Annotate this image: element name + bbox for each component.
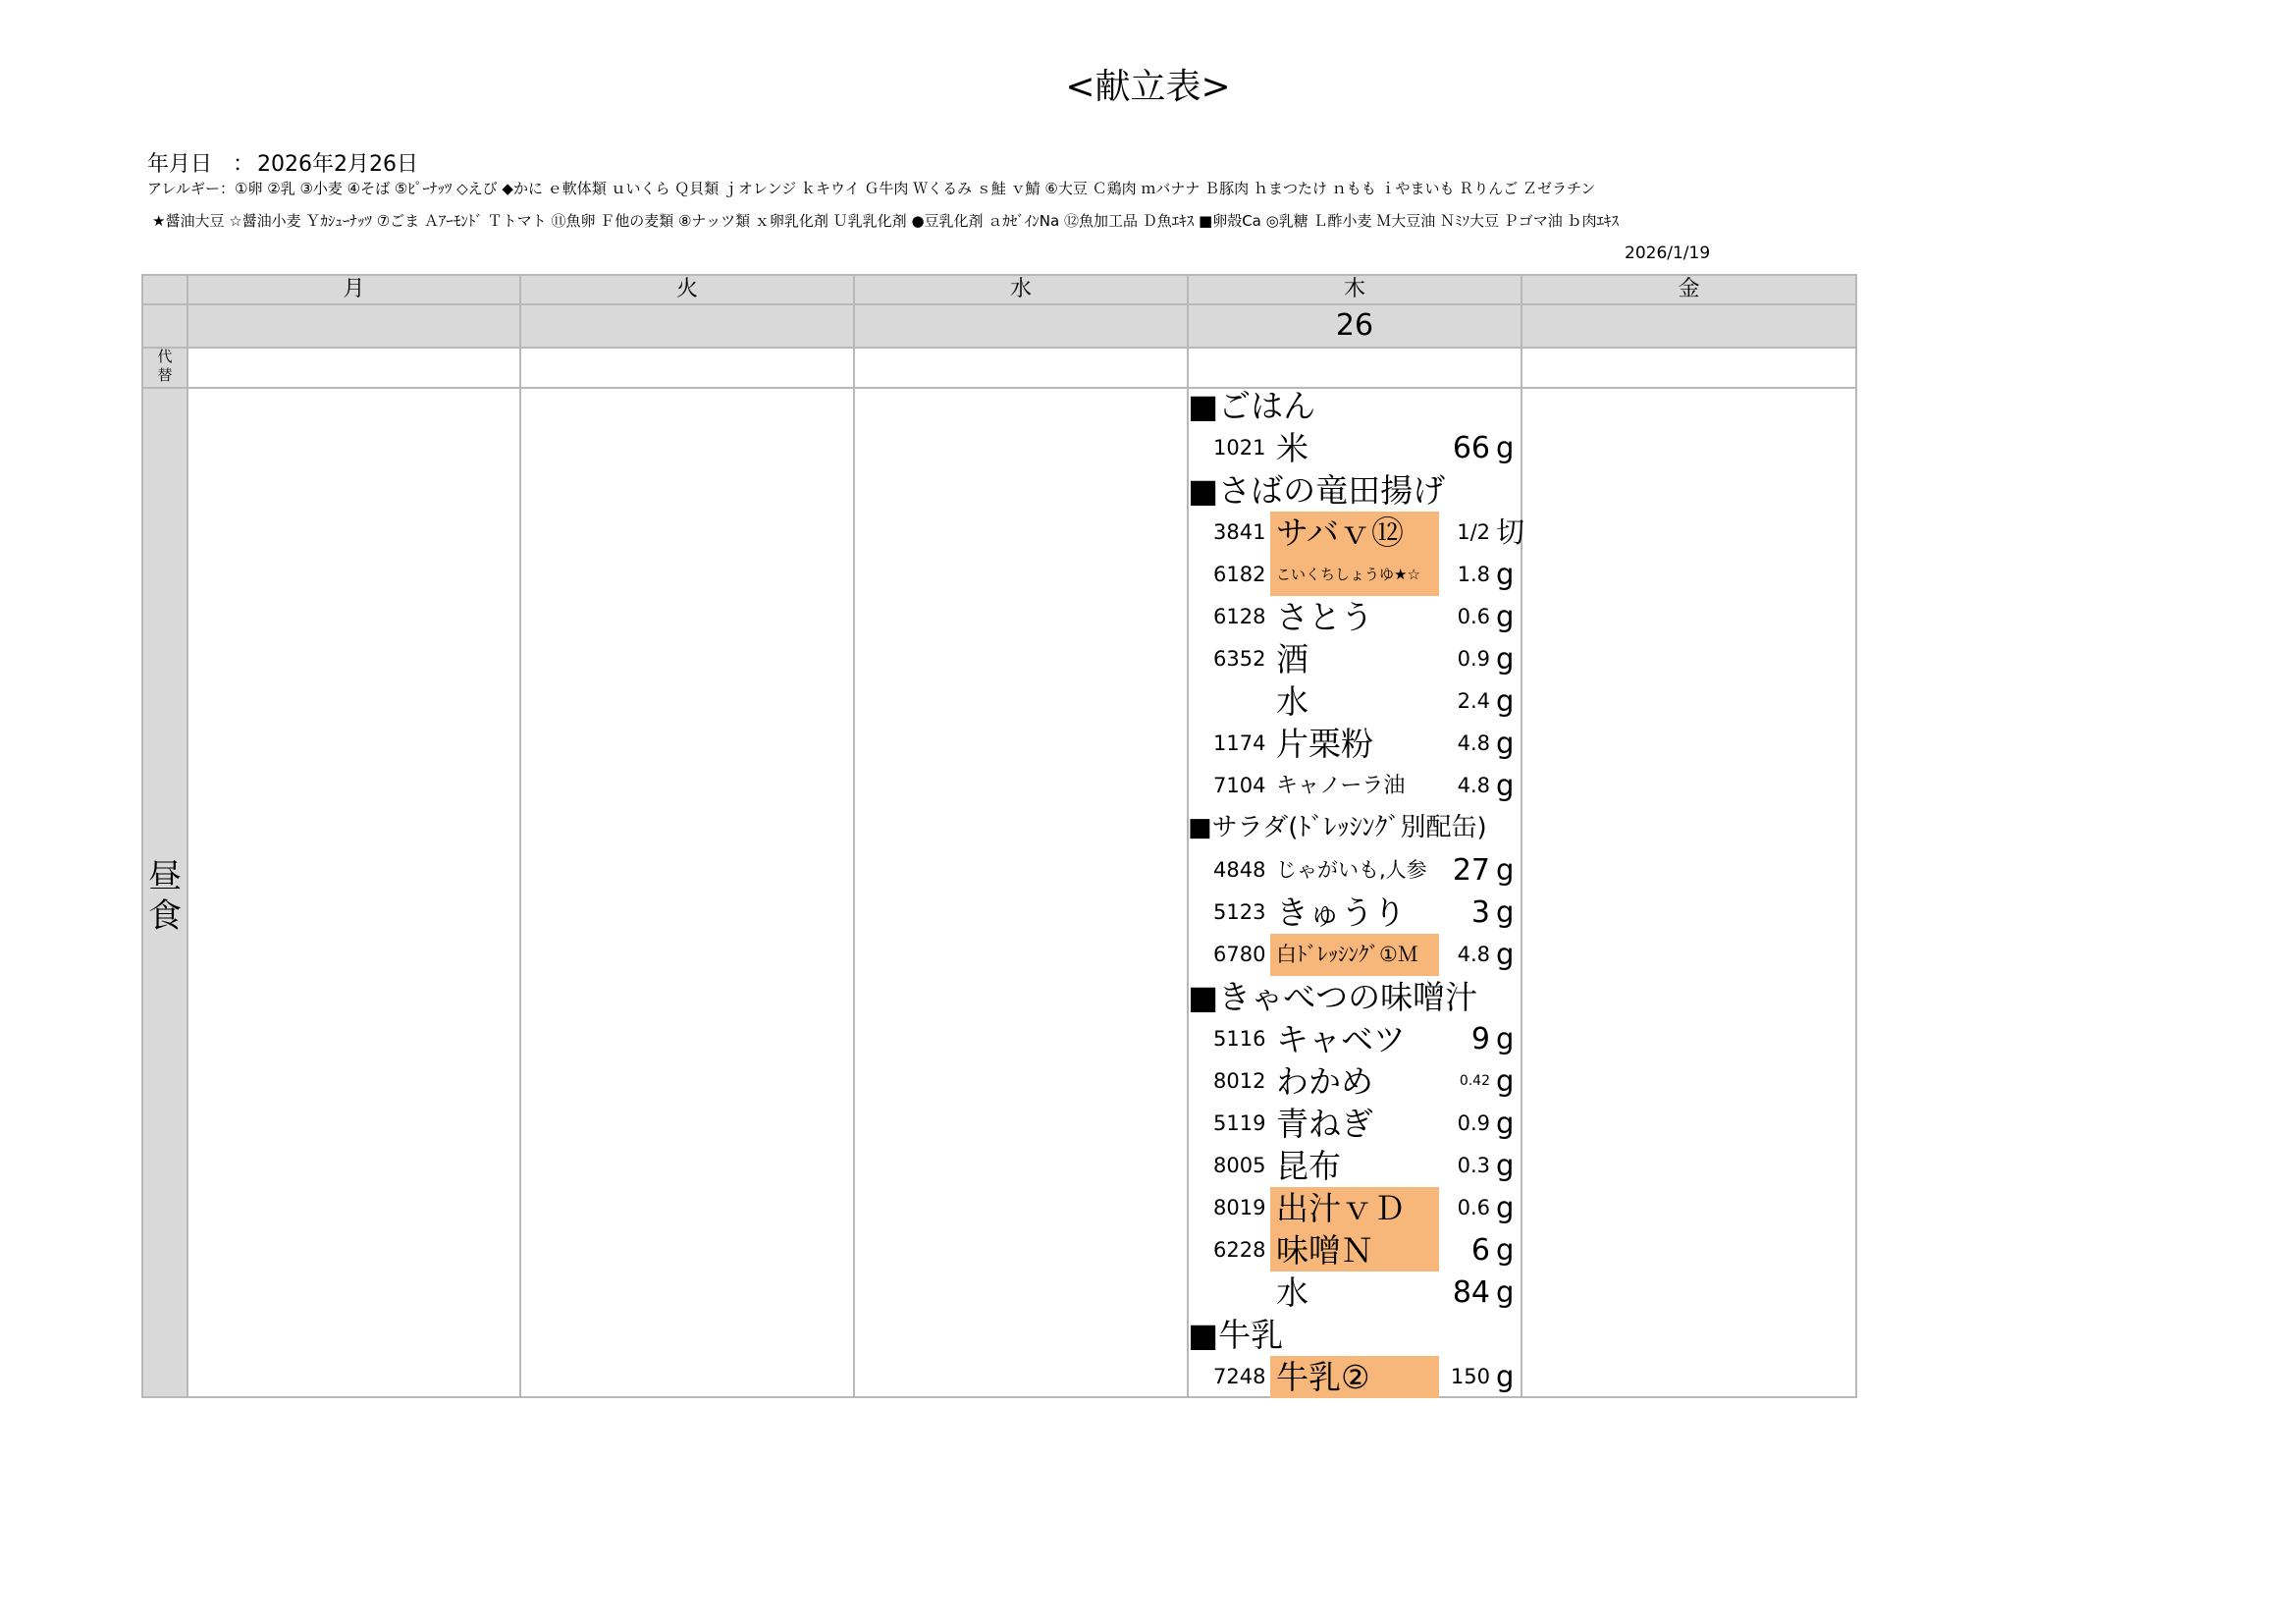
ingredient-row <box>1188 680 1522 723</box>
grid-line <box>519 276 521 1396</box>
ingredient-qty: 4.8 <box>1457 774 1490 797</box>
dish-title: ■サラダ(ﾄﾞﾚｯｼﾝｸﾞ別配缶) <box>1188 813 1487 842</box>
day-number-thu: 26 <box>1335 308 1374 343</box>
dish-title: ■ごはん <box>1188 387 1316 425</box>
ingredient-code: 7104 <box>1213 774 1266 797</box>
ingredient-row <box>1188 1018 1522 1060</box>
ingredient-code: 8005 <box>1213 1154 1266 1177</box>
grid-line <box>143 347 1855 349</box>
date-separator: ： <box>232 152 254 177</box>
ingredient-row <box>1188 427 1522 469</box>
ingredient-qty: 0.9 <box>1457 647 1490 671</box>
ingredient-name: 青ねぎ <box>1276 1105 1373 1143</box>
ingredient-row <box>1188 723 1522 765</box>
side-column <box>143 276 187 1396</box>
ingredient-qty: 27 <box>1452 853 1490 888</box>
ingredient-qty: 0.6 <box>1457 1196 1490 1219</box>
ingredient-row <box>1188 1272 1522 1314</box>
ingredient-unit: g <box>1496 1191 1515 1224</box>
ingredient-code: 5123 <box>1213 900 1266 924</box>
ingredient-name-allergen: 出汁ｖＤ <box>1270 1187 1439 1229</box>
day-number-fri <box>1522 305 1855 347</box>
ingredient-row <box>1188 892 1522 934</box>
ingredient-qty: 1/2 <box>1457 520 1490 544</box>
ingredient-name-allergen: 白ﾄﾞﾚｯｼﾝｸﾞ①Ｍ <box>1270 934 1439 976</box>
ingredient-row <box>1188 638 1522 680</box>
ingredient-unit: g <box>1496 558 1515 591</box>
day-number-mon <box>188 305 519 347</box>
ingredient-unit: g <box>1496 727 1515 760</box>
ingredient-name: 水 <box>1276 682 1308 721</box>
ingredient-row <box>1188 849 1522 892</box>
ingredient-unit: g <box>1496 1360 1515 1393</box>
ingredient-name-allergen: 味噌Ｎ <box>1270 1229 1439 1272</box>
allergy-legend-line-2: ★醤油大豆 ☆醤油小麦 Ｙｶｼｭｰﾅｯﾂ ⑦ごま Ａｱｰﾓﾝﾄﾞ Ｔトマト ⑪魚卵 Ｆ他の麦類 ⑧ナッツ類 ｘ卵乳化剤 Ｕ乳乳化剤 ●豆乳化剤 ａｶｾﾞｲﾝNa ⑫魚加工品 Ｄ魚ｴｷｽ ■卵殻Ca ◎乳糖 Ｌ酢小麦 Ｍ大豆油 Ｎﾐｿ大豆 Ｐゴマ油 ｂ肉ｴｷｽ <box>152 212 1620 230</box>
date-value: 2026年2月26日 <box>257 152 418 177</box>
date-line <box>147 147 418 178</box>
ingredient-name: 酒 <box>1276 640 1308 678</box>
ingredient-code: 6780 <box>1213 943 1266 966</box>
ingredient-name: 水 <box>1276 1273 1308 1312</box>
grid-line <box>187 276 188 1396</box>
ingredient-unit: 切 <box>1496 515 1525 549</box>
ingredient-row <box>1188 1060 1522 1103</box>
ingredient-qty: 4.8 <box>1457 731 1490 755</box>
ingredient-unit: g <box>1496 1107 1515 1140</box>
ingredient-qty: 150 <box>1450 1365 1490 1388</box>
day-header-mon: 月 <box>343 277 365 301</box>
ingredient-code: 5116 <box>1213 1027 1266 1051</box>
ingredient-code <box>1213 680 1272 723</box>
ingredient-name-allergen: サバｖ⑫ <box>1270 512 1439 554</box>
ingredient-qty: 6 <box>1470 1233 1490 1268</box>
menu-table <box>141 274 1857 1398</box>
ingredient-code: 6128 <box>1213 605 1266 628</box>
ingredient-row <box>1188 1229 1522 1272</box>
ingredient-code: 5119 <box>1213 1111 1266 1135</box>
ingredient-name-allergen: こいくちしょうゆ★☆ <box>1270 554 1439 596</box>
ingredient-name: キャベツ <box>1276 1020 1406 1058</box>
ingredient-code: 1174 <box>1213 731 1266 755</box>
ingredient-qty: 66 <box>1452 431 1490 465</box>
day-header-thu: 木 <box>1343 277 1365 301</box>
dish-title: ■さばの竜田揚げ <box>1188 471 1446 510</box>
ingredient-row <box>1188 1145 1522 1187</box>
lunch-label-1: 昼 <box>148 857 182 896</box>
day-header-wed: 水 <box>1009 277 1032 301</box>
ingredient-code: 6352 <box>1213 647 1266 671</box>
ingredient-unit: g <box>1496 1275 1515 1309</box>
ingredient-qty: 84 <box>1452 1275 1490 1310</box>
ingredient-unit: g <box>1496 642 1515 676</box>
ingredient-name: じゃがいも,人参 <box>1276 858 1427 882</box>
ingredient-code <box>1213 1272 1272 1314</box>
ingredient-name: わかめ <box>1276 1062 1373 1101</box>
thursday-menu <box>1188 385 1525 1398</box>
day-header-tue: 火 <box>675 277 698 301</box>
substitute-label-2: 替 <box>157 366 173 384</box>
print-date: 2026/1/19 <box>1625 244 1711 263</box>
ingredient-unit: g <box>1496 938 1515 971</box>
ingredient-qty: 0.9 <box>1457 1111 1490 1135</box>
ingredient-name: 昆布 <box>1276 1147 1341 1185</box>
ingredient-qty: 0.6 <box>1457 605 1490 628</box>
ingredient-code: 6228 <box>1213 1238 1266 1262</box>
ingredient-unit: g <box>1496 1149 1515 1182</box>
ingredient-name: キャノーラ油 <box>1276 774 1406 798</box>
ingredient-code: 8019 <box>1213 1196 1266 1219</box>
ingredient-row <box>1188 1103 1522 1145</box>
ingredient-code: 7248 <box>1213 1365 1266 1388</box>
dish-title: ■牛乳 <box>1188 1316 1284 1354</box>
ingredient-name: 米 <box>1276 429 1308 467</box>
ingredient-row <box>1188 596 1522 638</box>
lunch-label-2: 食 <box>148 896 182 936</box>
ingredient-code: 4848 <box>1213 858 1266 882</box>
ingredient-unit: g <box>1496 1064 1515 1098</box>
ingredient-qty: 9 <box>1470 1022 1490 1056</box>
ingredient-row <box>1188 934 1522 976</box>
ingredient-name: きゅうり <box>1276 893 1406 932</box>
ingredient-row <box>1188 554 1522 596</box>
ingredient-code: 8012 <box>1213 1069 1266 1093</box>
ingredient-row <box>1188 765 1522 807</box>
ingredient-qty: 0.42 <box>1459 1073 1490 1089</box>
ingredient-qty: 4.8 <box>1457 943 1490 966</box>
ingredient-qty: 1.8 <box>1457 563 1490 586</box>
substitute-label-1: 代 <box>157 348 173 365</box>
allergy-legend-line-1: アレルギー：①卵 ②乳 ③小麦 ④そば ⑤ﾋﾟｰﾅｯﾂ ◇えび ◆かに ｅ軟体類 ｕいくら Ｑ貝類 ｊオレンジ ｋキウイ Ｇ牛肉 Ｗくるみ ｓ鮭 ｖ鯖 ⑥大豆 Ｃ鶏肉 ｍバナナ Ｂ豚肉 ｈまつたけ ｎもも ｉやまいも Ｒりんご Ｚゼラチン <box>147 180 1596 197</box>
ingredient-unit: g <box>1496 431 1515 464</box>
ingredient-name: 片栗粉 <box>1276 725 1373 763</box>
date-label: 年月日 <box>147 152 213 177</box>
grid-line <box>853 276 855 1396</box>
day-header-fri: 金 <box>1678 277 1700 301</box>
ingredient-name-allergen: 牛乳② <box>1270 1356 1439 1398</box>
grid-line <box>143 387 1855 389</box>
ingredient-code: 3841 <box>1213 520 1266 544</box>
ingredient-row <box>1188 1187 1522 1229</box>
ingredient-unit: g <box>1496 1233 1515 1267</box>
ingredient-unit: g <box>1496 1022 1515 1056</box>
ingredient-unit: g <box>1496 895 1515 929</box>
ingredient-code: 1021 <box>1213 436 1266 460</box>
ingredient-unit: g <box>1496 600 1515 633</box>
ingredient-unit: g <box>1496 853 1515 887</box>
ingredient-name: さとう <box>1276 598 1373 636</box>
dish-title: ■きゃべつの味噌汁 <box>1188 978 1478 1016</box>
ingredient-unit: g <box>1496 684 1515 718</box>
ingredient-qty: 0.3 <box>1457 1154 1490 1177</box>
day-number-wed <box>855 305 1187 347</box>
day-number-tue <box>521 305 853 347</box>
ingredient-unit: g <box>1496 769 1515 802</box>
ingredient-row <box>1188 512 1525 554</box>
ingredient-row <box>1188 1356 1522 1398</box>
ingredient-qty: 2.4 <box>1457 689 1490 713</box>
ingredient-code: 6182 <box>1213 563 1266 586</box>
ingredient-qty: 3 <box>1470 895 1490 930</box>
page-title: <献立表> <box>1065 67 1231 107</box>
